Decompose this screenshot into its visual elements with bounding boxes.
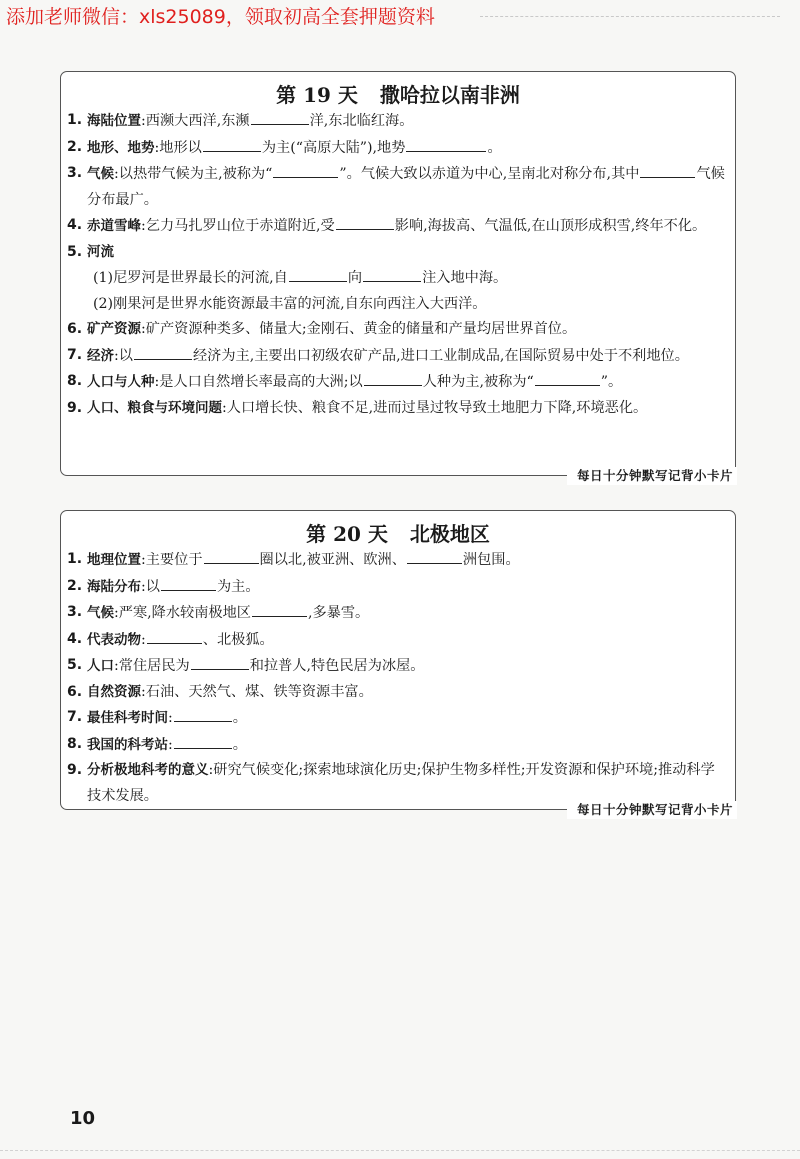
- fill-blank[interactable]: [336, 213, 394, 230]
- item-text: :研究气候变化;探索地球演化历史;保护生物多样性;开发资源和保护环境;推动科学技术发展。: [87, 762, 715, 804]
- item-text: :乞力马扎罗山位于赤道附近,受: [141, 218, 335, 234]
- item-number: 7.: [67, 709, 83, 725]
- item-number: 7.: [67, 346, 83, 363]
- item-text: 圈以北,被亚洲、欧洲、: [259, 552, 406, 568]
- item-number: 1.: [67, 112, 83, 128]
- item-label: 地理位置: [87, 552, 141, 568]
- item-text: :人口增长快、粮食不足,进而过垦过牧导致土地肥力下降,环境恶化。: [222, 399, 648, 416]
- card-topic: 北极地区: [409, 522, 490, 546]
- item-text: 气候分布最广。: [87, 166, 725, 208]
- item-text: :: [168, 710, 173, 726]
- list-item: [67, 369, 727, 396]
- fill-blank[interactable]: [251, 108, 309, 125]
- list-item: [67, 343, 727, 370]
- item-text: 为主(“高原大陆”),地势: [261, 139, 406, 156]
- item-number: 3.: [67, 165, 83, 181]
- item-number: 8.: [67, 735, 83, 752]
- card-day-20: [60, 510, 736, 817]
- item-number: 6.: [67, 683, 83, 700]
- list-item: [67, 732, 727, 759]
- item-text: (2)刚果河是世界水能资源最丰富的河流,自东向西注入大西洋。: [93, 295, 487, 312]
- item-text: 影响,海拔高、气温低,在山顶形成积雪,终年不化。: [394, 218, 707, 234]
- item-text: 向: [347, 270, 363, 286]
- item-text: 和拉普人,特色民居为冰屋。: [249, 658, 425, 674]
- bottom-divider: [0, 1150, 800, 1151]
- item-text: :常住居民为: [114, 658, 190, 674]
- item-text: ,多暴雪。: [307, 605, 370, 621]
- item-text: :主要位于: [141, 552, 203, 568]
- item-text: ”。气候大致以赤道为中心,呈南北对称分布,其中: [339, 166, 640, 182]
- item-text: 洲包围。: [462, 552, 520, 568]
- item-label: 人口、粮食与环境问题: [87, 399, 222, 416]
- card-title: [61, 79, 735, 111]
- fill-blank[interactable]: [174, 732, 232, 749]
- item-number: 4.: [67, 630, 83, 647]
- fill-blank[interactable]: [406, 135, 486, 152]
- item-text: 经济为主,主要出口初级农矿产品,进口工业制成品,在国际贸易中处于不利地位。: [192, 347, 689, 364]
- item-label: 河流: [87, 243, 114, 260]
- list-item: [67, 600, 727, 627]
- list-item: [67, 317, 727, 343]
- item-text: (1)尼罗河是世界最长的河流,自: [93, 270, 288, 286]
- list-subitem: [67, 292, 727, 318]
- item-label: 气候: [87, 605, 114, 621]
- item-label: 地形、地势: [87, 139, 155, 156]
- fill-blank[interactable]: [363, 265, 421, 282]
- card-footer: 每日十分钟默写记背小卡片: [567, 801, 737, 819]
- list-item: [67, 680, 727, 706]
- item-text: :地形以: [154, 139, 202, 156]
- page-number: 10: [70, 1108, 96, 1129]
- item-text: 注入地中海。: [422, 270, 508, 286]
- fill-blank[interactable]: [640, 161, 695, 178]
- item-text: :矿产资源种类多、储量大;金刚石、黄金的储量和产量均居世界首位。: [141, 321, 577, 337]
- item-text: 人种为主,被称为“: [422, 374, 534, 390]
- card-day: 第 20 天: [306, 522, 388, 546]
- list-item: [67, 627, 727, 654]
- item-text: 洋,东北临红海。: [309, 113, 414, 129]
- item-list: [67, 547, 727, 809]
- item-text: :是人口自然增长率最高的大洲;以: [154, 374, 363, 390]
- item-label: 气候: [87, 166, 114, 182]
- item-text: :西濒大西洋,东濒: [141, 113, 250, 129]
- item-number: 2.: [67, 138, 83, 155]
- item-label: 矿产资源: [87, 321, 141, 337]
- item-label: 经济: [87, 347, 114, 364]
- item-label: 人口与人种: [87, 374, 155, 390]
- card-topic: 撒哈拉以南非洲: [379, 83, 520, 107]
- list-item: [67, 653, 727, 680]
- watermark-text: 添加老师微信：xls25089，领取初高全套押题资料: [6, 6, 435, 28]
- list-item: [67, 396, 727, 422]
- item-label: 分析极地科考的意义: [87, 762, 209, 778]
- list-item: [67, 135, 727, 162]
- fill-blank[interactable]: [273, 161, 338, 178]
- item-label: 人口: [87, 658, 114, 674]
- fill-blank[interactable]: [364, 369, 422, 386]
- item-label: 自然资源: [87, 683, 141, 700]
- item-text: 。: [487, 139, 502, 156]
- list-subitem: [67, 265, 727, 292]
- item-label: 最佳科考时间: [87, 710, 168, 726]
- fill-blank[interactable]: [147, 627, 202, 644]
- item-text: :: [141, 631, 146, 648]
- fill-blank[interactable]: [134, 343, 192, 360]
- top-divider: [480, 16, 780, 17]
- card-footer: 每日十分钟默写记背小卡片: [567, 467, 737, 485]
- item-text: :以: [141, 578, 160, 595]
- fill-blank[interactable]: [289, 265, 347, 282]
- card-day: 第 19 天: [276, 83, 358, 107]
- list-item: [67, 574, 727, 601]
- fill-blank[interactable]: [161, 574, 216, 591]
- item-number: 8.: [67, 373, 83, 389]
- item-text: ”。: [600, 374, 623, 390]
- item-number: 9.: [67, 762, 83, 778]
- item-text: 。: [232, 736, 247, 753]
- item-number: 1.: [67, 551, 83, 567]
- item-label: 海陆分布: [87, 578, 141, 595]
- item-number: 3.: [67, 604, 83, 620]
- item-text: :石油、天然气、煤、铁等资源丰富。: [141, 683, 373, 700]
- item-number: 5.: [67, 243, 83, 260]
- list-item: [67, 213, 727, 240]
- list-item: [67, 161, 727, 213]
- card-title: [61, 518, 735, 550]
- fill-blank[interactable]: [407, 547, 462, 564]
- item-text: :严寒,降水较南极地区: [114, 605, 251, 621]
- item-number: 9.: [67, 399, 83, 416]
- list-item: [67, 547, 727, 574]
- item-text: :以: [114, 347, 133, 364]
- item-number: 2.: [67, 577, 83, 594]
- item-list: [67, 108, 727, 421]
- list-item: [67, 705, 727, 732]
- list-item: [67, 240, 727, 266]
- item-text: :: [168, 736, 173, 753]
- fill-blank[interactable]: [204, 547, 259, 564]
- item-number: 5.: [67, 657, 83, 673]
- fill-blank[interactable]: [252, 600, 307, 617]
- item-number: 6.: [67, 321, 83, 337]
- fill-blank[interactable]: [174, 705, 232, 722]
- card-day-19: [60, 71, 736, 483]
- item-text: :以热带气候为主,被称为“: [114, 166, 273, 182]
- item-text: 、北极狐。: [202, 631, 274, 648]
- fill-blank[interactable]: [203, 135, 261, 152]
- item-label: 赤道雪峰: [87, 218, 141, 234]
- fill-blank[interactable]: [191, 653, 249, 670]
- fill-blank[interactable]: [535, 369, 600, 386]
- item-text: 。: [232, 710, 247, 726]
- list-item: [67, 108, 727, 135]
- item-label: 我国的科考站: [87, 736, 168, 753]
- item-label: 海陆位置: [87, 113, 141, 129]
- item-label: 代表动物: [87, 631, 141, 648]
- item-number: 4.: [67, 217, 83, 233]
- item-text: 为主。: [216, 578, 260, 595]
